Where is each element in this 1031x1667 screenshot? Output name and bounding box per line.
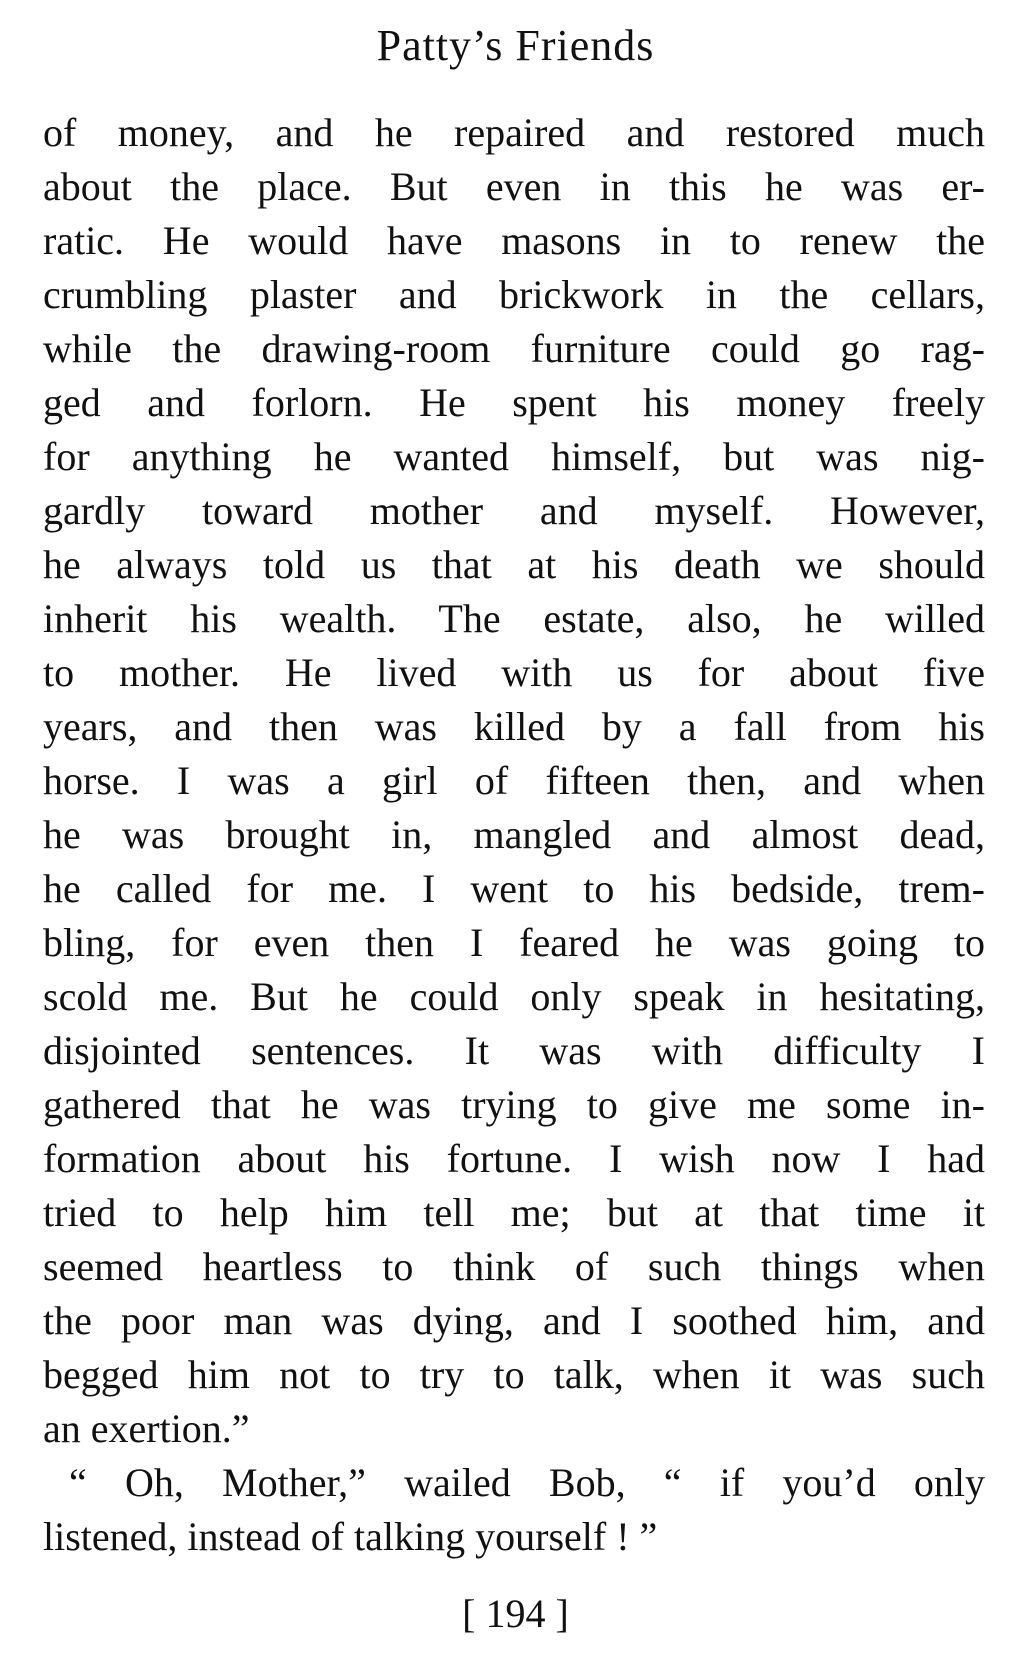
text-line: tried to help him tell me; but at that time it bbox=[43, 1190, 985, 1235]
text-line: he was brought in, mangled and almost dead, bbox=[43, 812, 985, 857]
text-line: inherit his wealth. The estate, also, he willed bbox=[43, 596, 985, 641]
text-line: scold me. But he could only speak in hesitating, bbox=[43, 974, 985, 1019]
text-line: listened, instead of talking yourself ! ” bbox=[43, 1514, 658, 1559]
paragraph bbox=[43, 106, 985, 1456]
paragraph bbox=[43, 1456, 985, 1564]
text-line: bling, for even then I feared he was going to bbox=[43, 920, 985, 965]
text-line: for anything he wanted himself, but was nig- bbox=[43, 434, 985, 479]
text-line: he always told us that at his death we should bbox=[43, 542, 985, 587]
text-line: begged him not to try to talk, when it was such bbox=[43, 1352, 985, 1397]
text-line: gardly toward mother and myself. However, bbox=[43, 488, 985, 533]
text-line: he called for me. I went to his bedside, trem- bbox=[43, 866, 985, 911]
text-line: seemed heartless to think of such things when bbox=[43, 1244, 985, 1289]
text-line: about the place. But even in this he was er- bbox=[43, 164, 985, 209]
text-line: disjointed sentences. It was with difficulty I bbox=[43, 1028, 985, 1073]
text-line: ged and forlorn. He spent his money freely bbox=[43, 380, 985, 425]
text-line: gathered that he was trying to give me some in- bbox=[43, 1082, 985, 1127]
text-line: formation about his fortune. I wish now I had bbox=[43, 1136, 985, 1181]
text-line: years, and then was killed by a fall from his bbox=[43, 704, 985, 749]
text-line: horse. I was a girl of fifteen then, and when bbox=[43, 758, 985, 803]
text-line: the poor man was dying, and I soothed him, and bbox=[43, 1298, 985, 1343]
text-line: crumbling plaster and brickwork in the cellars, bbox=[43, 272, 985, 317]
text-line: of money, and he repaired and restored much bbox=[43, 110, 985, 155]
text-line: an exertion.” bbox=[43, 1406, 250, 1451]
text-line: while the drawing-room furniture could go rag- bbox=[43, 326, 985, 371]
text-line: ratic. He would have masons in to renew the bbox=[43, 218, 985, 263]
body-text bbox=[43, 106, 985, 1564]
running-head: Patty’s Friends bbox=[376, 21, 655, 70]
text-line: to mother. He lived with us for about five bbox=[43, 650, 985, 695]
text-line: “ Oh, Mother,” wailed Bob, “ if you’d only bbox=[69, 1460, 985, 1505]
page-number: [ 194 ] bbox=[462, 1591, 569, 1636]
